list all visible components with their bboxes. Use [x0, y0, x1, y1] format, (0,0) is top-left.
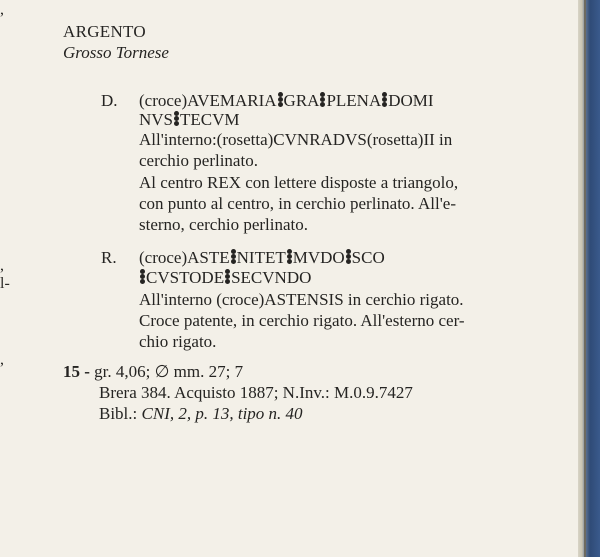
triple-dot-separator-icon	[174, 111, 179, 127]
obverse-description-line: All'interno:(rosetta)CVNRADVS(rosetta)II in	[139, 130, 453, 149]
legend-word: TECVM	[180, 110, 240, 129]
obverse-description-line: con punto al centro, in cerchio perlinato. All'e-	[139, 194, 456, 213]
book-binding-edge	[578, 0, 600, 557]
triple-dot-separator-icon	[382, 92, 387, 108]
legend-word: PLENA	[326, 91, 382, 110]
obverse-description-line: cerchio perlinato.	[139, 151, 258, 170]
legend-word: (croce)AVEMARIA	[139, 91, 277, 110]
page-fold-line	[584, 0, 586, 557]
triple-dot-separator-icon	[225, 269, 230, 285]
margin-fragment: ,	[0, 1, 4, 18]
entry-provenance: Brera 384. Acquisto 1887; N.Inv.: M.0.9.7427	[99, 383, 413, 402]
reverse-legend-line1	[139, 248, 385, 268]
obverse-description-line: sterno, cerchio perlinato.	[139, 215, 308, 234]
obverse-description-line: Al centro REX con lettere disposte a triangolo,	[139, 173, 459, 192]
entry-weight: gr. 4,06; ∅ mm. 27; 7	[94, 362, 244, 381]
legend-word: NITET	[236, 248, 286, 267]
legend-word: CVSTODE	[146, 268, 225, 287]
legend-word: MVDO	[292, 248, 345, 267]
section-subtitle: Grosso Tornese	[63, 43, 169, 62]
entry-bibliography	[99, 404, 303, 424]
reverse-description-line: chio rigato.	[139, 332, 217, 351]
reverse-siglum: R.	[101, 248, 117, 267]
triple-dot-separator-icon	[320, 92, 325, 108]
triple-dot-separator-icon	[231, 249, 236, 265]
legend-word: GRA	[283, 91, 320, 110]
obverse-siglum: D.	[101, 91, 118, 110]
margin-fragment: ,	[0, 257, 4, 274]
obverse-legend-line2	[139, 110, 240, 130]
entry-line-weight	[63, 362, 243, 382]
bibliography-label: Bibl.:	[99, 404, 142, 423]
legend-word: (croce)ASTE	[139, 248, 230, 267]
margin-fragment: ,	[0, 351, 4, 368]
legend-word: NVS	[139, 110, 174, 129]
triple-dot-separator-icon	[346, 249, 351, 265]
entry-number: 15	[63, 362, 80, 381]
obverse-legend-line1	[139, 91, 434, 111]
reverse-description-line: Croce patente, in cerchio rigato. All'esterno cer-	[139, 311, 465, 330]
triple-dot-separator-icon	[287, 249, 292, 265]
triple-dot-separator-icon	[278, 92, 283, 108]
bibliography-reference: CNI, 2, p. 13, tipo n. 40	[141, 404, 303, 423]
section-title: ARGENTO	[63, 22, 147, 41]
legend-word: SCO	[351, 248, 385, 267]
triple-dot-separator-icon	[140, 269, 145, 285]
legend-word: SECVNDO	[231, 268, 312, 287]
reverse-description-line: All'interno (croce)ASTENSIS in cerchio rigato.	[139, 290, 464, 309]
reverse-legend-line2	[139, 268, 311, 288]
margin-fragment: l-	[0, 275, 10, 292]
entry-dash: -	[80, 362, 95, 381]
legend-word: DOMI	[388, 91, 434, 110]
